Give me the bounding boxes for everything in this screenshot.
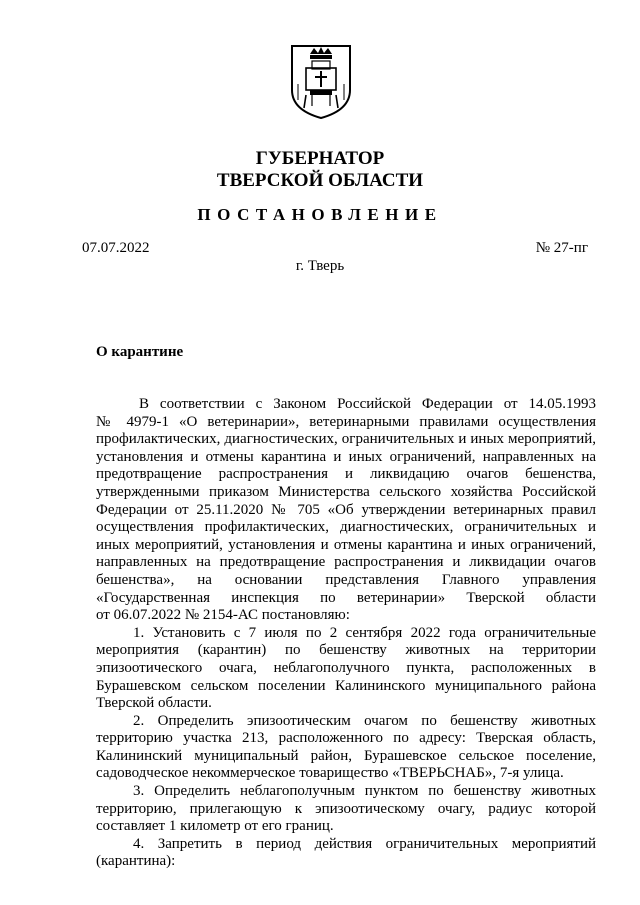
issuer-region: ТВЕРСКОЙ ОБЛАСТИ: [216, 170, 424, 191]
body-line: бешенства», на основании представления Главного управления: [96, 571, 596, 588]
document-body: [96, 396, 596, 871]
body-line: Федерации от 25.11.2020 № 705 «Об утверждении ветеринарных правил: [96, 501, 596, 518]
body-line: 3. Определить неблагополучным пунктом по бешенству животных: [133, 783, 596, 800]
body-line: от 06.07.2022 № 2154-АС постановляю:: [96, 607, 350, 624]
body-line: 1. Установить с 7 июля по 2 сентября 2022 года ограничительные: [133, 624, 596, 641]
body-line: направленных на предотвращение распространения и ликвидации очагов: [96, 554, 596, 571]
body-line: осуществления профилактических, диагностических, ограничительных и: [96, 519, 596, 536]
body-line: «Государственная инспекция по ветеринарии» Тверской области: [96, 589, 596, 606]
body-line: территорию участка 213, расположенного по адресу: Тверская область,: [96, 730, 596, 747]
issuer-title: ГУБЕРНАТОР: [255, 148, 385, 169]
body-line: Тверской области.: [96, 695, 212, 712]
document-date: 07.07.2022: [82, 240, 150, 256]
body-line: территорию, прилегающую к эпизоотическому очагу, радиус которой: [96, 800, 596, 817]
document-number: № 27-пг: [535, 240, 588, 256]
document-city: г. Тверь: [295, 258, 345, 274]
body-line: 2. Определить эпизоотическим очагом по бешенству животных: [133, 712, 596, 729]
coat-of-arms-emblem: [290, 44, 352, 120]
document-subject: О карантине: [96, 344, 184, 360]
body-line: предотвращение распространения и ликвидацию очагов бешенства,: [96, 466, 596, 483]
document-type-heading: ПОСТАНОВЛЕНИЕ: [197, 205, 443, 224]
body-line: № 4979-1 «О ветеринарии», ветеринарными правилами осуществления: [96, 413, 596, 430]
body-line: В соответствии с Законом Российской Федерации от 14.05.1993: [139, 396, 596, 412]
body-line: иных мероприятий, установления и отмены карантина и иных ограничений,: [96, 536, 596, 553]
body-line: профилактических, диагностических, ограничительных и иных мероприятий,: [96, 431, 596, 448]
body-line: составляет 1 километр от его границ.: [96, 818, 334, 835]
body-line: (карантина):: [96, 853, 176, 870]
body-line: эпизоотического очага, неблагополучного пункта, расположенных в: [96, 659, 596, 676]
body-line: установления и отмены карантина и иных ограничений, направленных на: [96, 448, 596, 465]
body-line: Бурашевском сельском поселении Калининского муниципального района: [96, 677, 596, 694]
body-line: садоводческое некоммерческое товарищество «ТВЕРЬСНАБ», 7-я улица.: [96, 765, 564, 782]
body-line: утвержденными приказом Министерства сельского хозяйства Российской: [96, 483, 596, 500]
body-line: 4. Запретить в период действия ограничительных мероприятий: [133, 835, 596, 852]
body-line: Калининский муниципальный район, Бурашевское сельское поселение,: [96, 747, 596, 764]
body-line: мероприятия (карантин) по бешенству животных на территории: [96, 642, 596, 659]
